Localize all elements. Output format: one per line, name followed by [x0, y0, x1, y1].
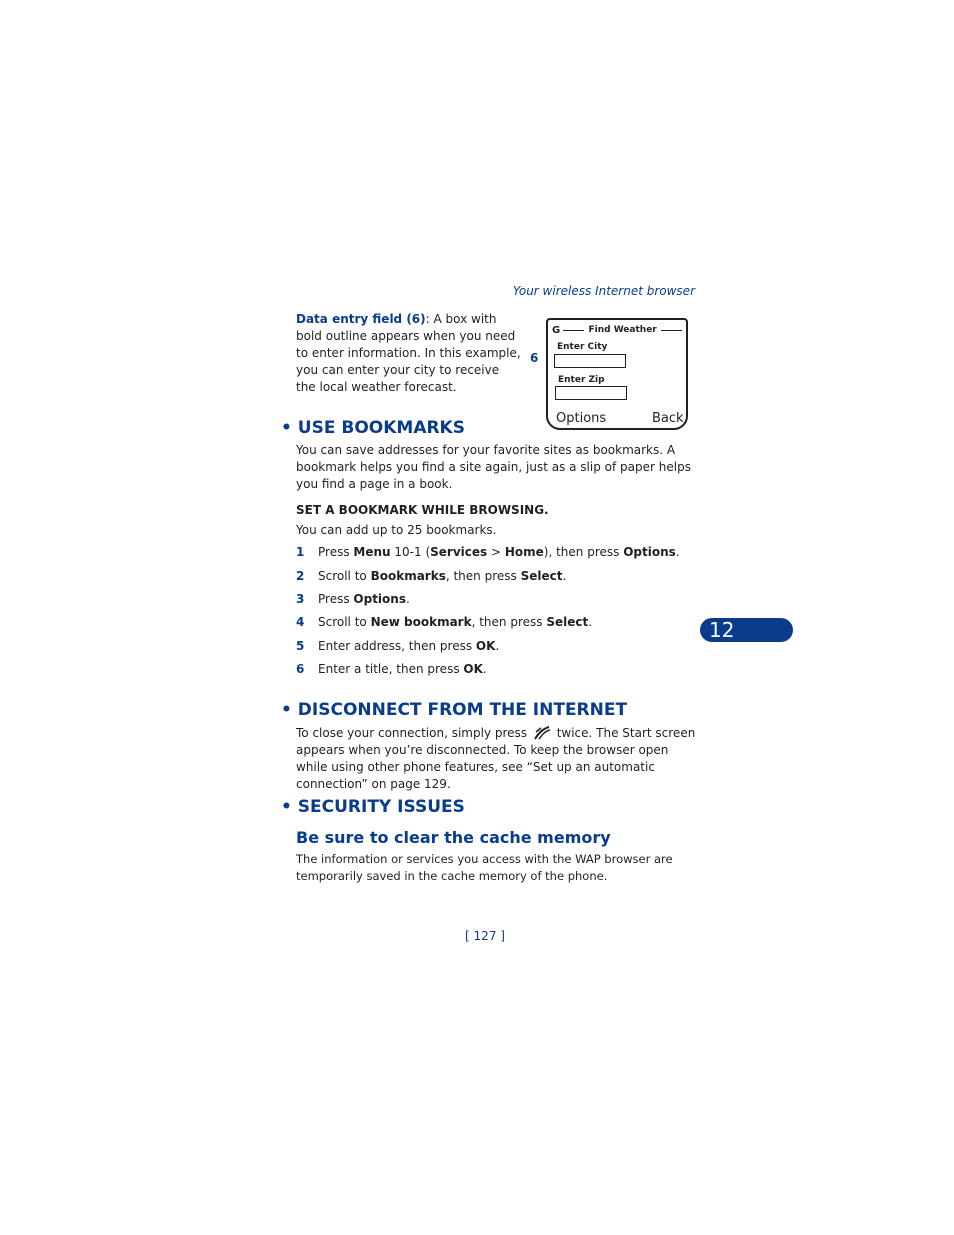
intro-paragraph: [296, 311, 521, 396]
callout-number: 6: [530, 351, 539, 365]
security-heading: • SECURITY ISSUES: [281, 797, 465, 817]
step-number: 2: [296, 569, 305, 583]
step-text: Enter address, then press OK.: [318, 639, 500, 653]
step-text: Scroll to New bookmark, then press Select.: [318, 615, 593, 629]
step-text: Scroll to Bookmarks, then press Select.: [318, 569, 567, 583]
page-number: [ 127 ]: [465, 929, 505, 943]
chapter-tab: 12: [700, 618, 793, 642]
enter-zip-label: Enter Zip: [558, 375, 605, 385]
step-number: 1: [296, 545, 305, 559]
step-number: 4: [296, 615, 305, 629]
disconnect-body-end: twice. The Start screen appears when you’re disconnected. To keep the browser open while using other phone features, see “Set up an automatic connection” on page 129.: [296, 726, 696, 791]
back-softkey[interactable]: Back: [652, 411, 684, 426]
title-rule-left: [563, 330, 584, 331]
step-row: [296, 592, 410, 606]
step-number: 3: [296, 592, 305, 606]
security-body: The information or services you access with the WAP browser are temporarily saved in the cache memory of the phone.: [296, 852, 673, 883]
step-row: [296, 615, 592, 629]
bookmarks-note: You can add up to 25 bookmarks.: [296, 523, 497, 537]
signal-indicator-icon: G: [552, 324, 561, 336]
phone-screen-title: Find Weather: [588, 325, 657, 335]
options-softkey[interactable]: Options: [556, 411, 607, 426]
bookmarks-body: You can save addresses for your favorite sites as bookmarks. A bookmark helps you find a site again, just as a slip of paper helps you find a page in a book.: [296, 443, 691, 491]
enter-city-label: Enter City: [557, 342, 608, 352]
step-text: Enter a title, then press OK.: [318, 662, 487, 676]
step-text: Press Menu 10-1 (Services > Home), then press Options.: [318, 545, 680, 559]
enter-city-field[interactable]: [554, 354, 626, 368]
cache-subheading: Be sure to clear the cache memory: [296, 828, 611, 847]
running-header: Your wireless Internet browser: [512, 284, 695, 298]
step-row: [296, 569, 566, 583]
step-number: 5: [296, 639, 305, 653]
step-number: 6: [296, 662, 305, 676]
set-bookmark-subheading: SET A BOOKMARK WHILE BROWSING.: [296, 503, 549, 517]
step-row: [296, 662, 487, 676]
step-row: [296, 639, 499, 653]
end-key-icon: [533, 726, 551, 740]
disconnect-body: [296, 725, 696, 793]
disconnect-body-start: To close your connection, simply press: [296, 726, 528, 740]
phone-screen-illustration: [546, 318, 688, 430]
intro-text: : A box with bold outline appears when you need to enter information. In this example, you can enter your city to receive the local weather forecast.: [296, 312, 521, 394]
step-text: Press Options.: [318, 592, 410, 606]
step-row: [296, 545, 680, 559]
phone-title-row: [552, 324, 682, 336]
disconnect-heading: • DISCONNECT FROM THE INTERNET: [281, 700, 628, 720]
title-rule-right: [661, 330, 682, 331]
use-bookmarks-heading: • USE BOOKMARKS: [281, 418, 465, 438]
enter-zip-field[interactable]: [555, 386, 627, 400]
intro-term: Data entry field (6): [296, 312, 426, 326]
